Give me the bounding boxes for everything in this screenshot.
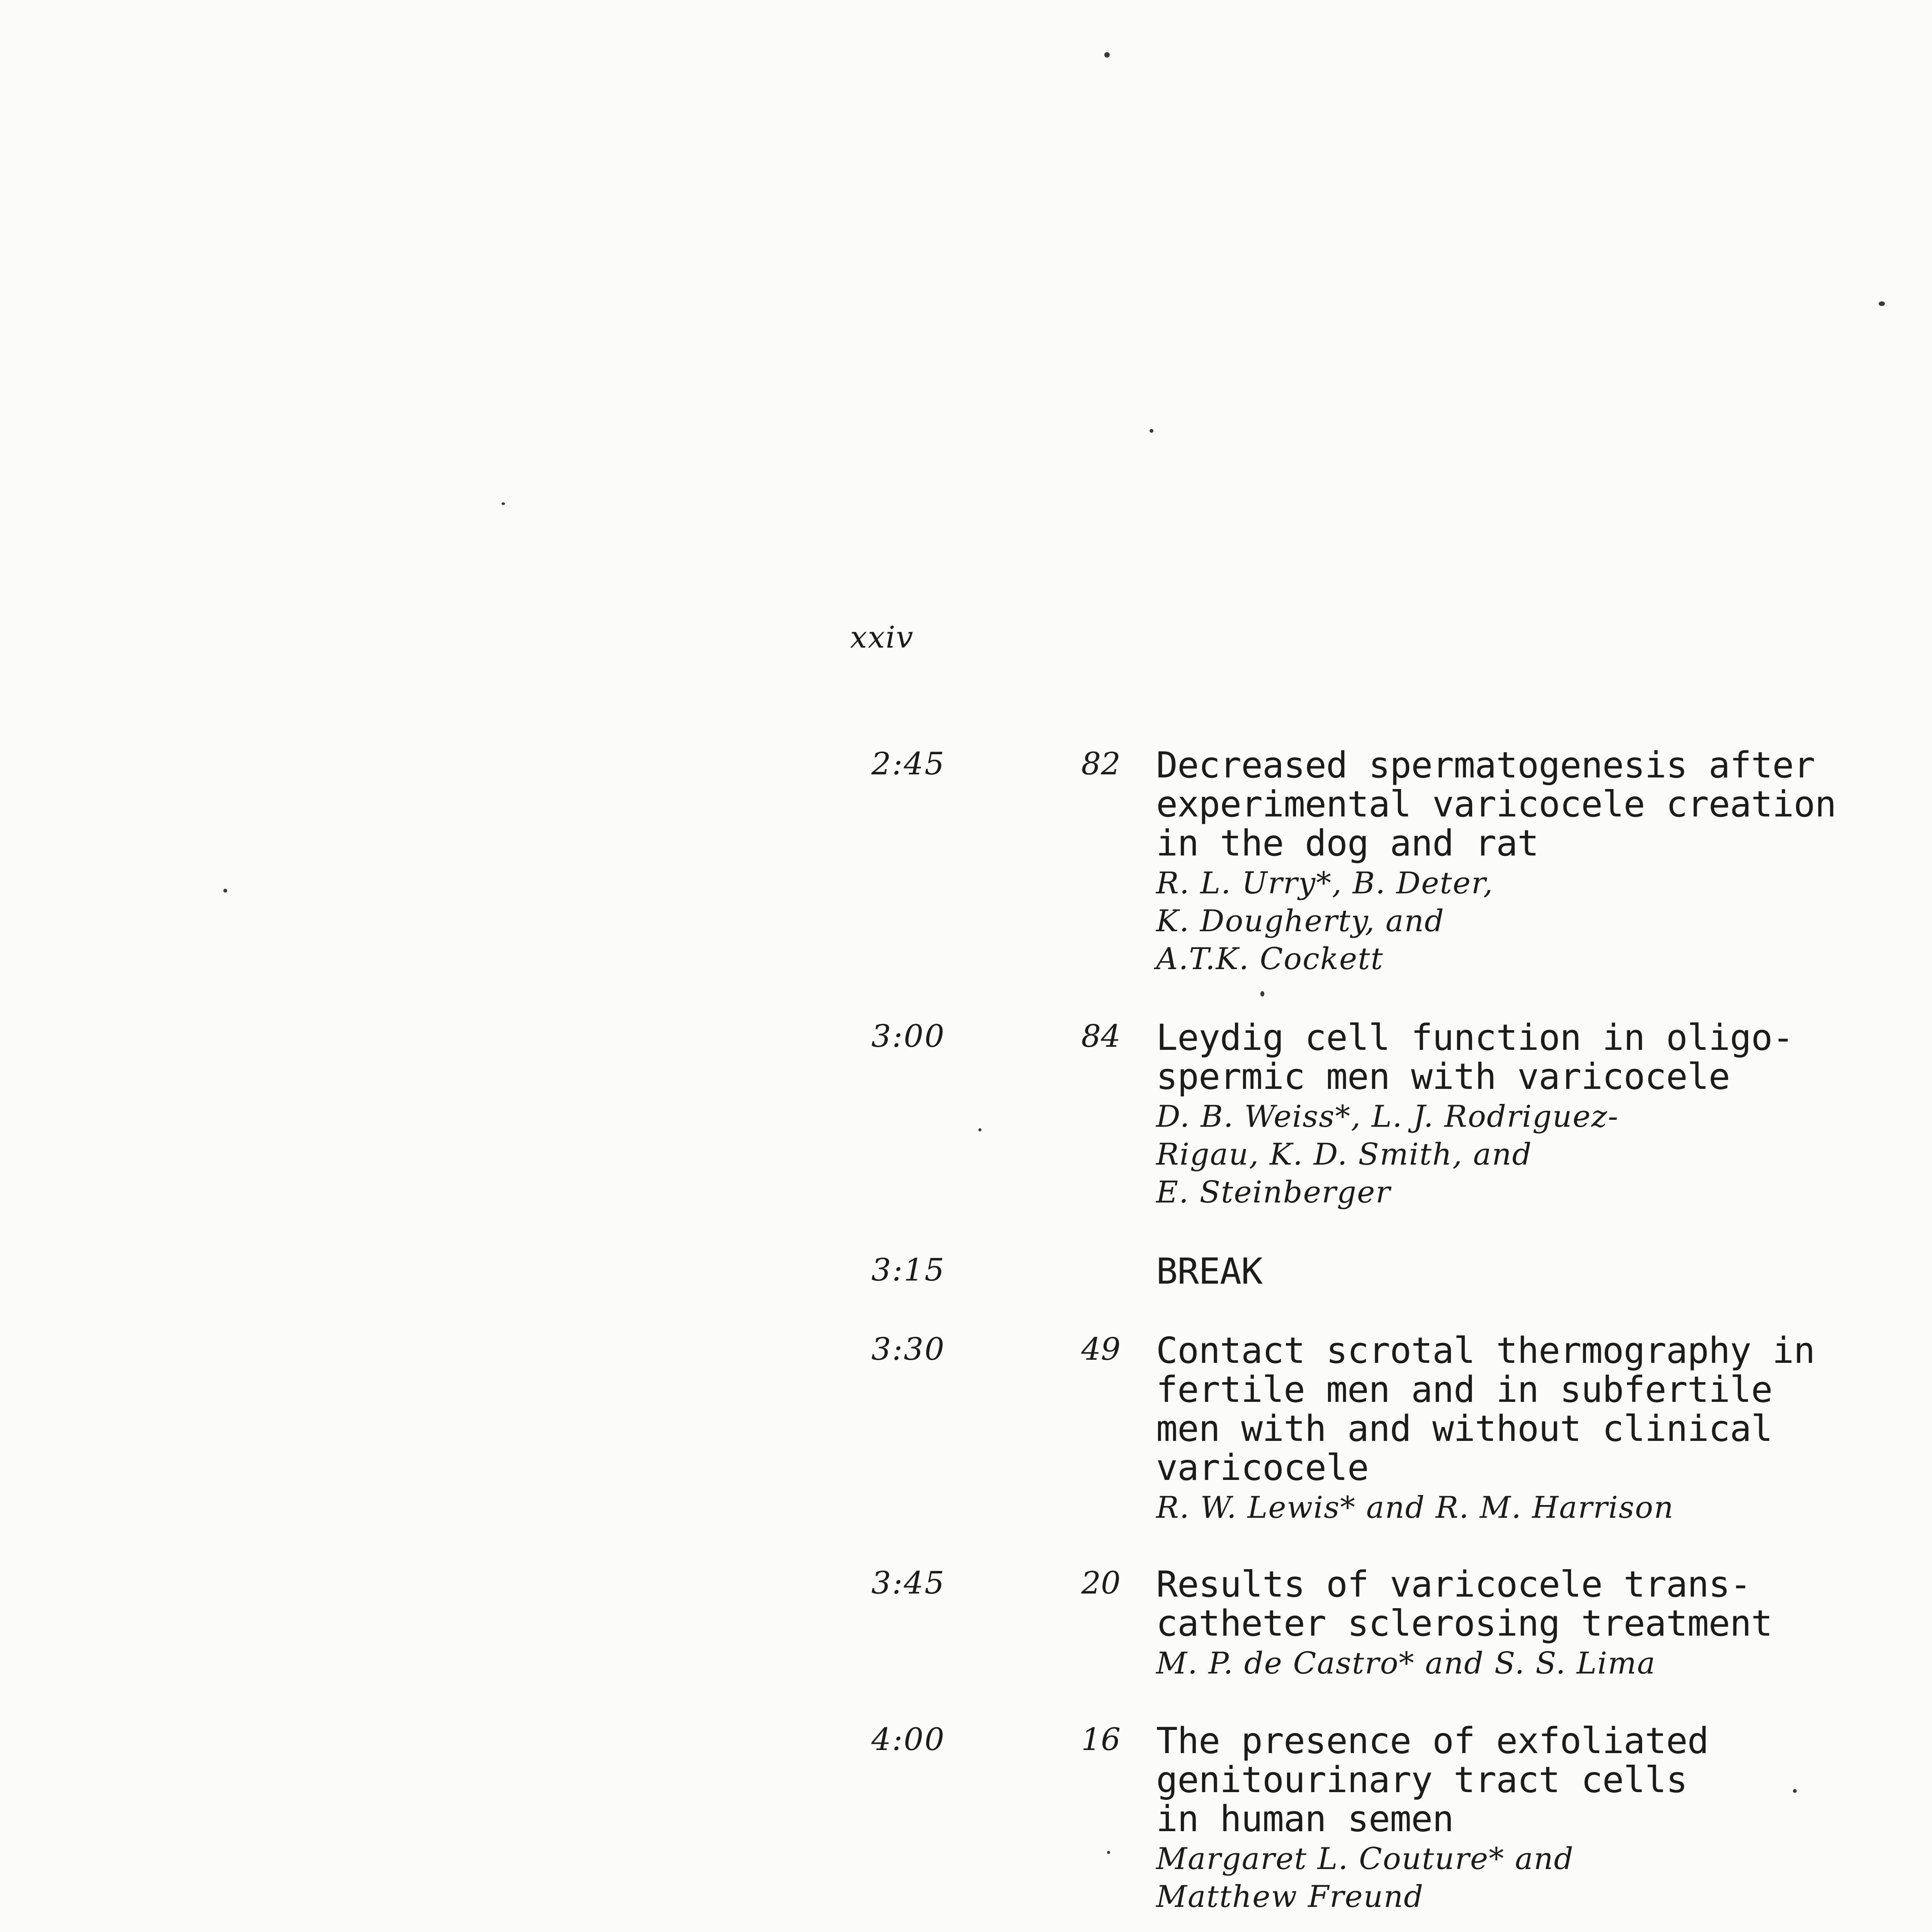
author-line: Matthew Freund <box>1156 1879 1424 1914</box>
session-time: 3:00 <box>871 1018 946 1054</box>
session-time: 3:15 <box>871 1252 946 1288</box>
talk-title-line: Leydig cell function in oligo- <box>1156 1017 1794 1058</box>
page-number: xxiv <box>850 620 914 655</box>
talk-title-line: spermic men with varicocele <box>1156 1056 1730 1097</box>
abstract-number: 20 <box>1081 1565 1121 1601</box>
entry-content <box>1156 1565 1813 1682</box>
abstract-number: 16 <box>1081 1721 1121 1757</box>
author-line: Margaret L. Couture* and <box>1156 1842 1574 1876</box>
session-time: 3:45 <box>871 1565 946 1601</box>
talk-title-line: in the dog and rat <box>1156 822 1539 864</box>
talk-title-line: Contact scrotal thermography in <box>1156 1330 1815 1371</box>
abstract-number: 84 <box>1081 1018 1121 1054</box>
entry-content <box>1156 744 1836 978</box>
session-time: 2:45 <box>871 746 946 782</box>
entry-content <box>1156 1252 1813 1291</box>
talk-title-line: catheter sclerosing treatment <box>1156 1602 1772 1644</box>
author-line: M. P. de Castro* and S. S. Lima <box>1156 1646 1656 1681</box>
author-line: K. Dougherty, and <box>1156 904 1445 939</box>
talk-title-line: varicocele <box>1156 1447 1369 1488</box>
talk-title-line: BREAK <box>1156 1250 1262 1292</box>
authors <box>1156 864 1813 978</box>
author-line: D. B. Weiss*, L. J. Rodriguez- <box>1156 1099 1619 1134</box>
authors <box>1156 1645 1813 1682</box>
entry-content <box>1156 1331 1813 1527</box>
talk-title-line: fertile men and in subfertile <box>1156 1369 1772 1410</box>
session-time: 4:00 <box>871 1721 946 1757</box>
talk-title-line: in human semen <box>1156 1798 1454 1840</box>
author-line: E. Steinberger <box>1156 1175 1391 1210</box>
talk-title-line: Decreased spermatogenesis after <box>1156 744 1815 786</box>
author-line: R. L. Urry*, B. Deter, <box>1156 866 1494 901</box>
session-time: 3:30 <box>871 1331 946 1367</box>
talk-title-line: Results of varicocele trans- <box>1156 1563 1751 1605</box>
abstract-number: 82 <box>1081 746 1121 782</box>
abstract-number: 49 <box>1081 1331 1121 1367</box>
authors <box>1156 1098 1813 1211</box>
talk-title-line: men with and without clinical <box>1156 1408 1772 1449</box>
author-line: Rigau, K. D. Smith, and <box>1156 1137 1532 1172</box>
entry-content <box>1156 1018 1813 1211</box>
authors <box>1156 1489 1813 1527</box>
author-line: R. W. Lewis* and R. M. Harrison <box>1156 1490 1674 1525</box>
author-line: A.T.K. Cockett <box>1156 942 1384 976</box>
talk-title-line: The presence of exfoliated <box>1156 1720 1709 1762</box>
authors <box>1156 1840 1813 1916</box>
entry-content <box>1156 1721 1813 1916</box>
talk-title-line: experimental varicocele creation <box>1156 783 1836 825</box>
talk-title-line: genitourinary tract cells <box>1156 1759 1687 1801</box>
